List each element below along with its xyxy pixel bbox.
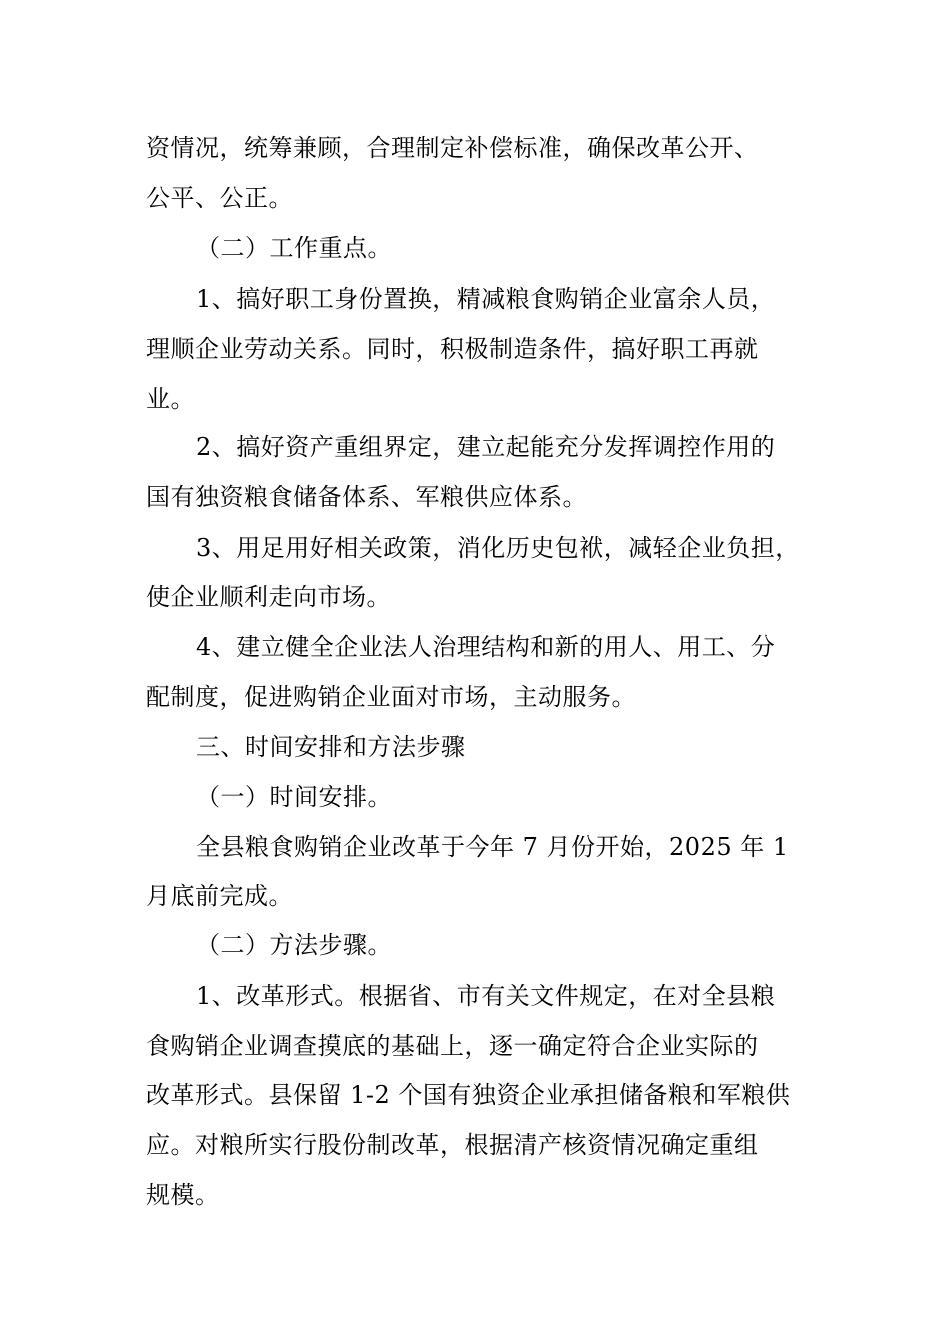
text-line: 月底前完成。 xyxy=(146,882,293,910)
text-line: 应。对粮所实行股份制改革，根据清产核资情况确定重组 xyxy=(146,1131,759,1159)
text-line: 公平、公正。 xyxy=(146,184,293,212)
text-line: 2、搞好资产重组界定，建立起能充分发挥调控作用的 xyxy=(196,433,776,461)
section-heading: 三、时间安排和方法步骤 xyxy=(196,733,466,761)
text-line: 配制度，促进购销企业面对市场，主动服务。 xyxy=(146,683,636,711)
section-heading: （二）方法步骤。 xyxy=(196,931,392,959)
text-line: 资情况，统筹兼顾，合理制定补偿标准，确保改革公开、 xyxy=(146,134,759,162)
text-line: 4、建立健全企业法人治理结构和新的用人、用工、分 xyxy=(196,633,776,661)
text-line: 食购销企业调查摸底的基础上，逐一确定符合企业实际的 xyxy=(146,1032,759,1060)
text-line: 1、搞好职工身份置换，精减粮食购销企业富余人员， xyxy=(196,285,776,313)
text-line: 国有独资粮食储备体系、军粮供应体系。 xyxy=(146,483,587,511)
text-line: 业。 xyxy=(146,385,195,413)
section-heading: （一）时间安排。 xyxy=(196,783,392,811)
text-line: 1、改革形式。根据省、市有关文件规定，在对全县粮 xyxy=(196,982,776,1010)
text-line: 规模。 xyxy=(146,1181,220,1209)
text-line: 全县粮食购销企业改革于今年 7 月份开始，2025 年 1 xyxy=(196,833,789,861)
text-line: 3、用足用好相关政策，消化历史包袱，减轻企业负担， xyxy=(196,534,800,562)
text-line: 使企业顺利走向市场。 xyxy=(146,583,391,611)
text-line: 改革形式。县保留 1-2 个国有独资企业承担储备粮和军粮供 xyxy=(146,1081,791,1109)
section-heading: （二）工作重点。 xyxy=(196,234,392,262)
text-line: 理顺企业劳动关系。同时，积极制造条件，搞好职工再就 xyxy=(146,335,759,363)
